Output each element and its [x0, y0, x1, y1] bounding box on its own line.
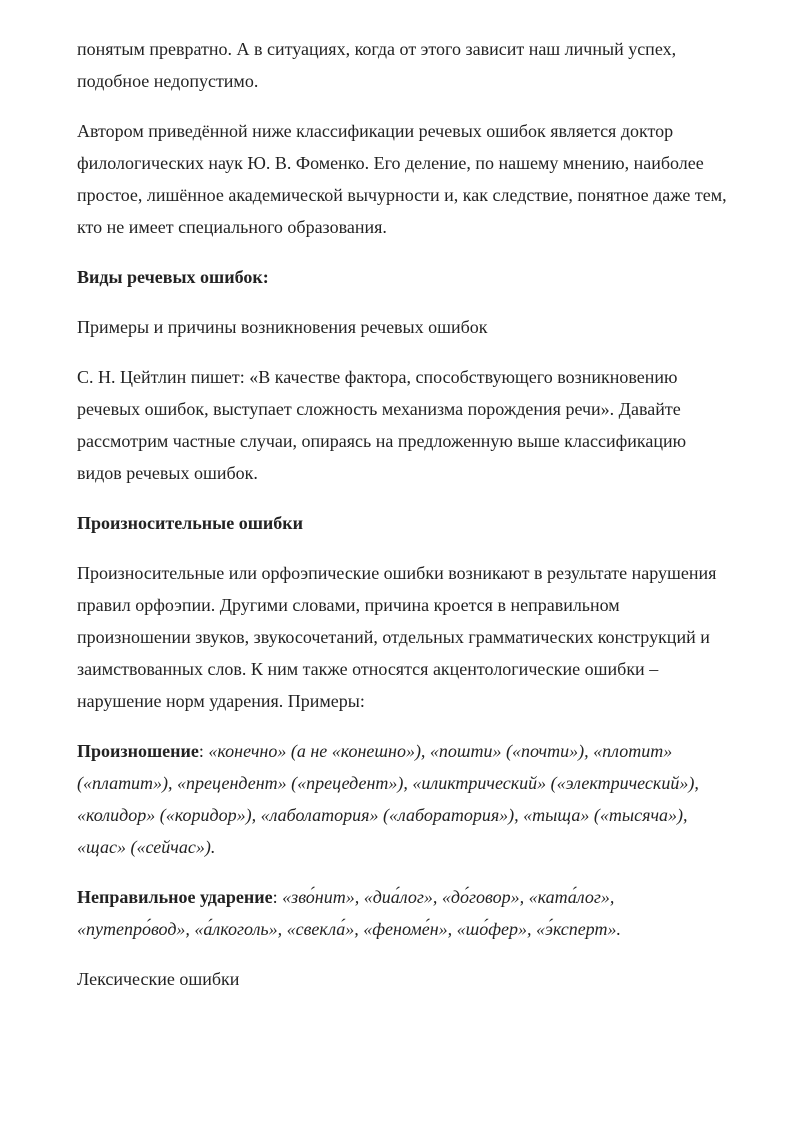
- classification-author-paragraph: Автором приведённой ниже классификации речевых ошибок является доктор филологических наук Ю. В. Фоменко. Его деление, по нашему мнению, наиболее простое, лишённое академической вычурности и, как следствие, понятное даже тем, кто не имеет специального образования.: [77, 121, 727, 237]
- stress-examples-paragraph: Неправильное ударение: «зво́нит», «диа́лог», «до́говор», «ката́лог», «путепро́вод», «а́лкоголь», «свекла́», «феноме́н», «шо́фер», «э́ксперт».: [77, 887, 621, 939]
- pronunciation-examples-paragraph: Произношение: «конечно» (а не «конешно»), «пошти» («почти»), «плотит» («платит»), «прецендент» («прецедент»), «иликтрический» («электрический»), «колидор» («коридор»), «лаболатория» («лаборатория»), «тыща» («тысяча»), «щас» («сейчас»).: [77, 741, 699, 857]
- tseitlin-quote-paragraph: С. Н. Цейтлин пишет: «В качестве фактора, способствующего возникновению речевых ошибок, выступает сложность механизма порождения речи». Давайте рассмотрим частные случаи, опираясь на предложенную выше классификацию видов речевых ошибок.: [77, 367, 687, 483]
- stress-label: Неправильное ударение: [77, 887, 273, 907]
- pronunciation-errors-paragraph: Произносительные или орфоэпические ошибки возникают в результате нарушения правил орфоэпии. Другими словами, причина кроется в неправильном произношении звуков, звукосочетаний, отдельных грамматических конструкций и заимствованных слов. К ним также относятся акцентологические ошибки – нарушение норм ударения. Примеры:: [77, 563, 717, 711]
- pronunciation-label: Произношение: [77, 741, 199, 761]
- document-page: [77, 33, 727, 1013]
- speech-error-types-heading: Виды речевых ошибок:: [77, 267, 269, 287]
- pronunciation-examples: «конечно» (а не «конешно»), «пошти» («почти»), «плотит» («платит»), «прецендент» («прецедент»), «иликтрический» («электрический»), «колидор» («коридор»), «лаболатория» («лаборатория»), «тыща» («тысяча»), «щас» («сейчас»).: [77, 741, 699, 857]
- intro-paragraph-end: понятым превратно. А в ситуациях, когда от этого зависит наш личный успех, подобное недопустимо.: [77, 39, 677, 91]
- examples-causes-heading: Примеры и причины возникновения речевых ошибок: [77, 317, 488, 337]
- lexical-errors-heading: Лексические ошибки: [77, 969, 240, 989]
- pronunciation-errors-heading: Произносительные ошибки: [77, 513, 304, 533]
- stress-examples: «зво́нит», «диа́лог», «до́говор», «ката́лог», «путепро́вод», «а́лкоголь», «свекла́», «феноме́н», «шо́фер», «э́ксперт».: [77, 887, 621, 939]
